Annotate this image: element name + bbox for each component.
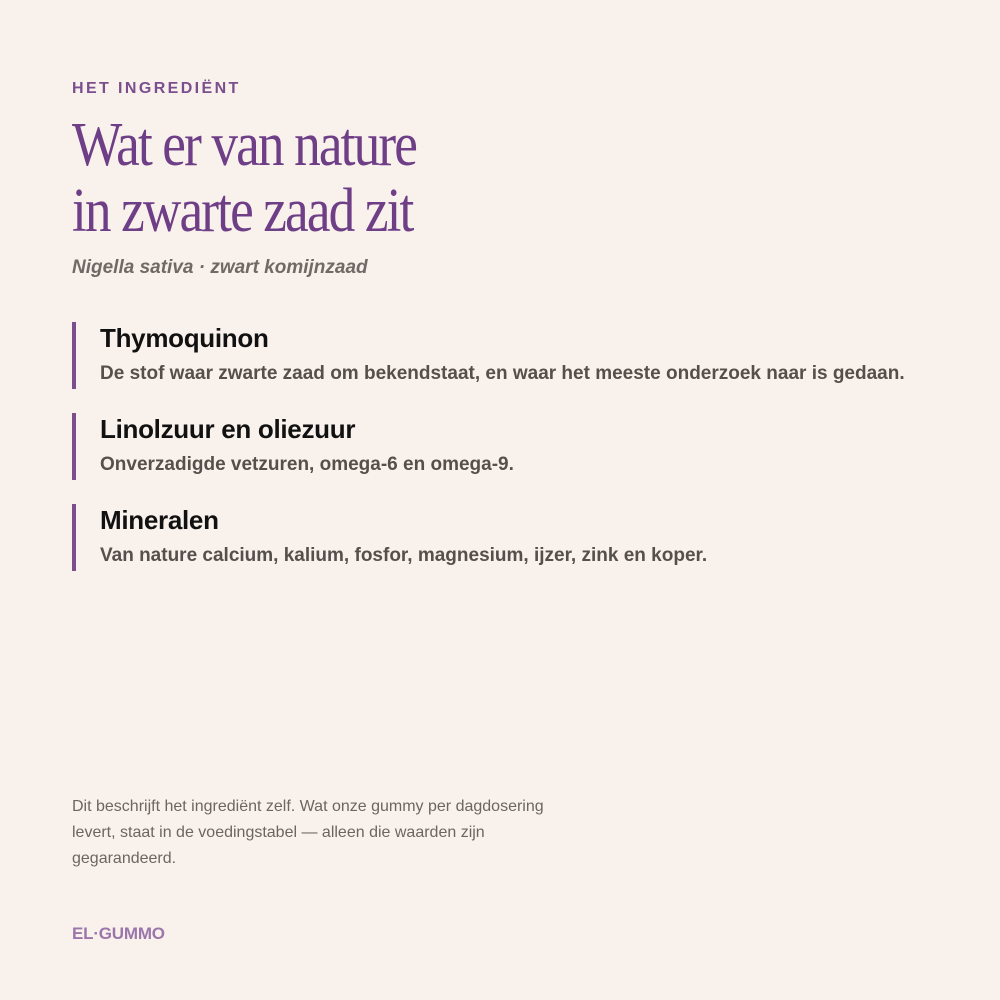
ingredient-item-thymoquinon — [72, 322, 932, 389]
page-subtitle: Nigella sativa · zwart komijnzaad — [72, 257, 368, 278]
ingredient-description: De stof waar zwarte zaad om bekendstaat, en waar het meeste onderzoek naar is gedaan. — [100, 363, 905, 384]
ingredient-title: Linolzuur en oliezuur — [100, 414, 356, 444]
page — [72, 0, 932, 1000]
disclaimer-text: Dit beschrijft het ingrediënt zelf. Wat onze gummy per dagdosering levert, staat in de voedingstabel — alleen die waarden zijn gegarandeerd. — [72, 798, 544, 867]
ingredient-item-minerals — [72, 504, 932, 571]
ingredient-title: Thymoquinon — [100, 323, 269, 353]
ingredient-list — [72, 322, 932, 595]
ingredient-description: Van nature calcium, kalium, fosfor, magnesium, ijzer, zink en koper. — [100, 545, 708, 566]
page-title-line-2: in zwarte zaad zit — [72, 177, 413, 245]
ingredient-description: Onverzadigde vetzuren, omega-6 en omega-9. — [100, 454, 514, 475]
ingredient-item-fatty-acids — [72, 413, 932, 480]
brand-logo: EL·GUMMO — [72, 924, 165, 943]
page-title — [72, 112, 554, 244]
page-title-line-1: Wat er van nature — [72, 111, 416, 179]
eyebrow-label: HET INGREDIËNT — [72, 80, 241, 97]
ingredient-title: Mineralen — [100, 505, 219, 535]
